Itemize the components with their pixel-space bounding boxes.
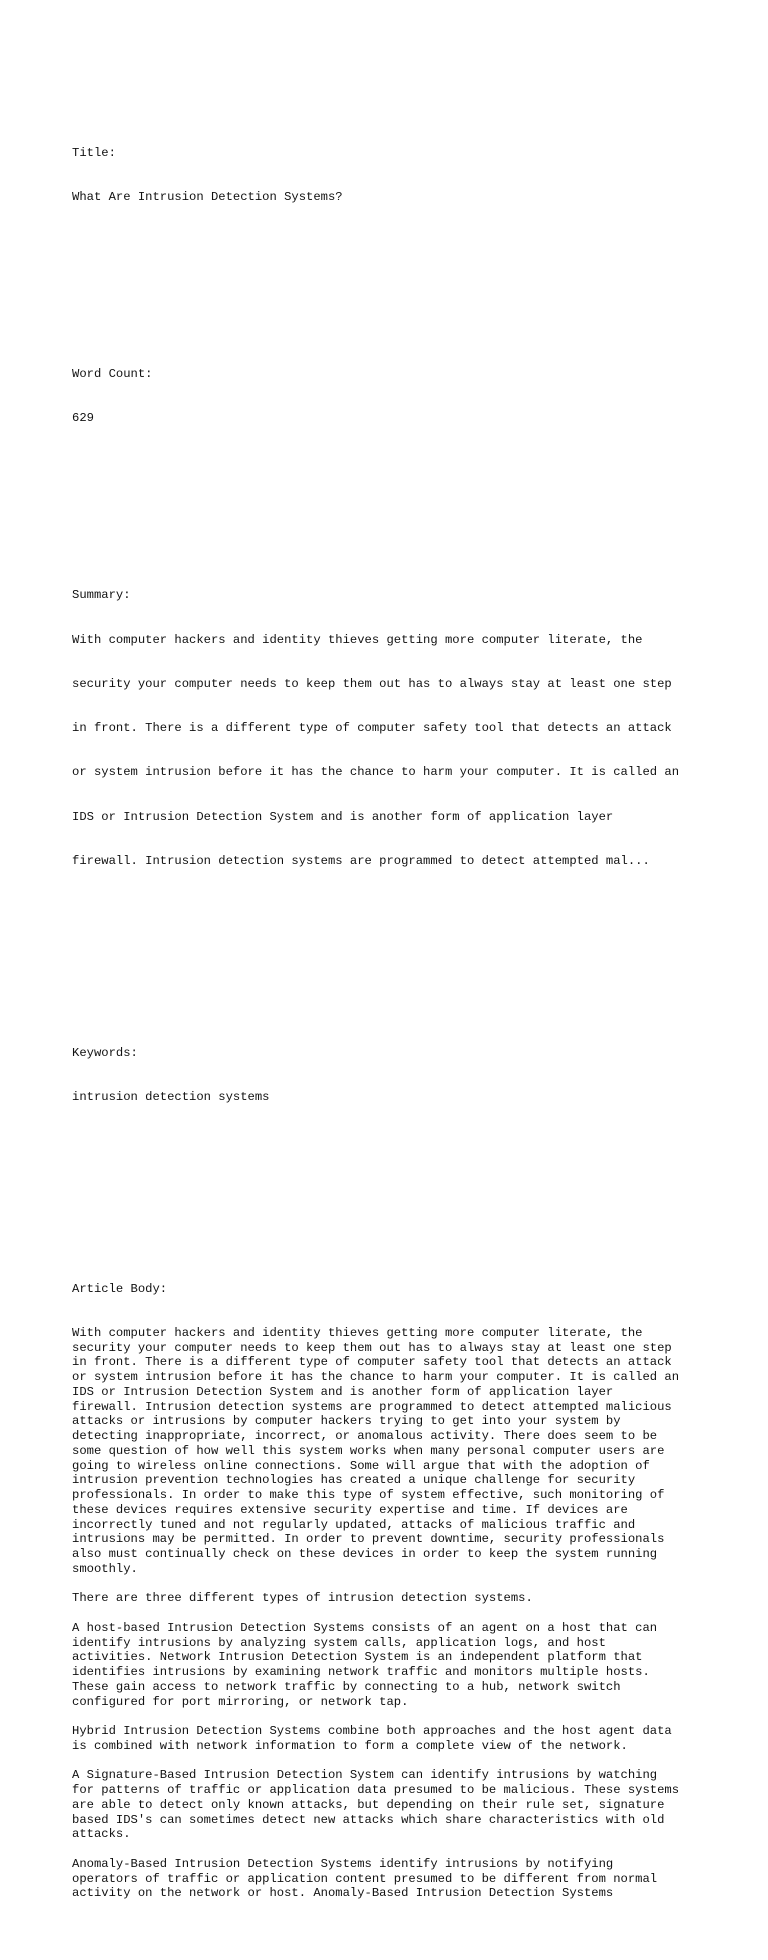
title-section bbox=[72, 116, 732, 234]
article-line: With computer hackers and identity thieves getting more computer literate, the bbox=[72, 1325, 643, 1340]
article-line: professionals. In order to make this type of system effective, such monitoring of bbox=[72, 1488, 665, 1502]
article-line: going to wireless online connections. Some will argue that with the adoption of bbox=[72, 1458, 650, 1473]
article-line: configured for port mirroring, or network tap. bbox=[72, 1694, 409, 1709]
summary-line: in front. There is a different type of computer safety tool that detects an attack bbox=[72, 721, 672, 735]
article-paragraph bbox=[72, 1857, 732, 1901]
article-body bbox=[72, 1326, 732, 1901]
article-line: smoothly. bbox=[72, 1561, 138, 1576]
word-count-label: Word Count: bbox=[72, 367, 153, 381]
article-line: These gain access to network traffic by connecting to a hub, network switch bbox=[72, 1679, 621, 1694]
summary-line: or system intrusion before it has the chance to harm your computer. It is called an bbox=[72, 765, 680, 780]
article-line: identify intrusions by analyzing system calls, application logs, and host bbox=[72, 1635, 606, 1650]
article-line: incorrectly tuned and not regularly updated, attacks of malicious traffic and bbox=[72, 1517, 636, 1532]
article-line: based IDS's can sometimes detect new attacks which share characteristics with old bbox=[72, 1812, 665, 1827]
summary-line: firewall. Intrusion detection systems are programmed to detect attempted mal... bbox=[72, 853, 650, 868]
article-line: security your computer needs to keep them out has to always stay at least one step bbox=[72, 1340, 672, 1355]
article-line: activities. Network Intrusion Detection System is an independent platform that bbox=[72, 1650, 643, 1665]
document-page bbox=[72, 72, 732, 1960]
article-line: detecting inappropriate, incorrect, or anomalous activity. There does seem to be bbox=[72, 1429, 658, 1443]
keywords-label: Keywords: bbox=[72, 1045, 138, 1060]
article-line: activity on the network or host. Anomaly-Based Intrusion Detection Systems bbox=[72, 1886, 614, 1901]
article-line: attacks. bbox=[72, 1827, 131, 1842]
article-paragraph bbox=[72, 1326, 732, 1577]
article-line: Anomaly-Based Intrusion Detection Systems identify intrusions by notifying bbox=[72, 1856, 614, 1871]
article-body-section bbox=[72, 1252, 732, 1931]
summary-line: With computer hackers and identity thieves getting more computer literate, the bbox=[72, 632, 643, 647]
article-line: IDS or Intrusion Detection System and is another form of application layer bbox=[72, 1384, 614, 1399]
article-paragraph bbox=[72, 1724, 732, 1754]
article-line: also must continually check on these devices in order to keep the system running bbox=[72, 1547, 658, 1561]
article-line: Hybrid Intrusion Detection Systems combine both approaches and the host agent data bbox=[72, 1724, 672, 1738]
article-line: some question of how well this system works when many personal computer users are bbox=[72, 1443, 665, 1458]
article-line: A host-based Intrusion Detection Systems consists of an agent on a host that can bbox=[72, 1620, 658, 1635]
keywords-value: intrusion detection systems bbox=[72, 1089, 270, 1104]
article-paragraph bbox=[72, 1621, 732, 1710]
article-body-label: Article Body: bbox=[72, 1281, 168, 1296]
article-paragraph bbox=[72, 1591, 732, 1606]
summary-line: security your computer needs to keep them out has to always stay at least one step bbox=[72, 676, 672, 691]
article-paragraph bbox=[72, 1768, 732, 1842]
article-line: or system intrusion before it has the chance to harm your computer. It is called an bbox=[72, 1370, 680, 1384]
article-line: identifies intrusions by examining network traffic and monitors multiple hosts. bbox=[72, 1665, 650, 1679]
article-line: is combined with network information to form a complete view of the network. bbox=[72, 1738, 628, 1753]
article-line: in front. There is a different type of computer safety tool that detects an attack bbox=[72, 1355, 672, 1370]
article-line: are able to detect only known attacks, but depending on their rule set, signature bbox=[72, 1797, 665, 1812]
article-line: intrusions may be permitted. In order to prevent downtime, security professionals bbox=[72, 1532, 665, 1547]
word-count-section bbox=[72, 338, 732, 456]
title-label: Title: bbox=[72, 145, 116, 160]
article-line: intrusion prevention technologies has created a unique challenge for security bbox=[72, 1473, 636, 1488]
article-line: firewall. Intrusion detection systems are programmed to detect attempted malicious bbox=[72, 1399, 672, 1414]
summary-section bbox=[72, 559, 732, 898]
article-line: attacks or intrusions by computer hackers trying to get into your system by bbox=[72, 1414, 621, 1429]
article-line: operators of traffic or application content presumed to be different from normal bbox=[72, 1871, 658, 1886]
article-line: There are three different types of intrusion detection systems. bbox=[72, 1591, 533, 1606]
article-line: these devices requires extensive security expertise and time. If devices are bbox=[72, 1502, 628, 1517]
title-value: What Are Intrusion Detection Systems? bbox=[72, 190, 343, 204]
keywords-section bbox=[72, 1016, 732, 1134]
summary-line: IDS or Intrusion Detection System and is another form of application layer bbox=[72, 809, 614, 824]
summary-label: Summary: bbox=[72, 588, 131, 603]
article-line: for patterns of traffic or application data presumed to be malicious. These systems bbox=[72, 1783, 680, 1797]
word-count-value: 629 bbox=[72, 411, 94, 426]
article-line: A Signature-Based Intrusion Detection System can identify intrusions by watching bbox=[72, 1768, 658, 1783]
